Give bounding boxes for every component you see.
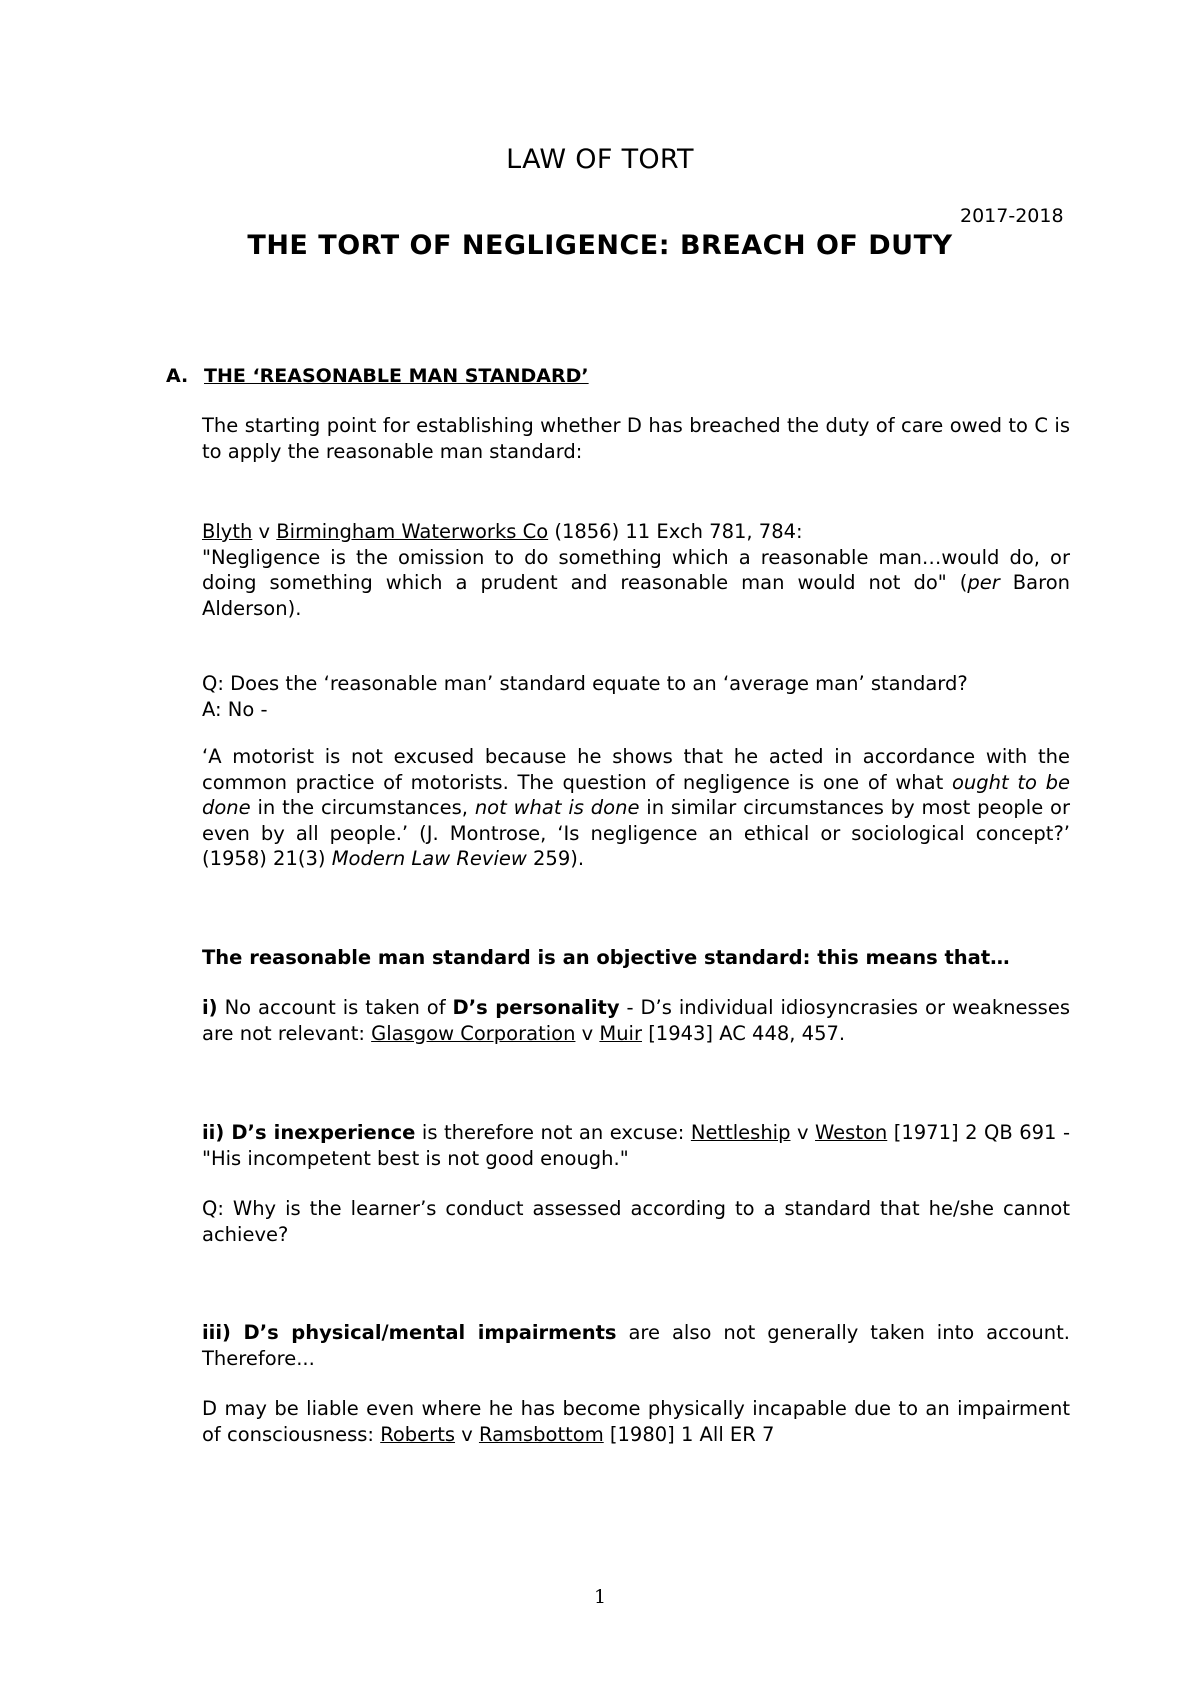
journal-title: Modern Law Review — [331, 847, 527, 871]
case-party: Ramsbottom — [478, 1422, 604, 1446]
case-party: Blyth — [202, 520, 253, 543]
document-title: LAW OF TORT — [506, 144, 694, 175]
page-number: 1 — [593, 1586, 607, 1608]
point-text: is therefore not an excuse: — [415, 1121, 691, 1144]
case-versus: v — [575, 1021, 600, 1045]
answer-1: A: No - — [202, 698, 268, 721]
section-a-heading — [166, 365, 589, 387]
case-citation: [1943] AC 448, 457. — [642, 1021, 846, 1045]
quote-text: in similar circumstances by most people or even by all people.’ (J. Montrose, ‘Is negligence an ethical or sociological concept?’ (1958) 21(3) — [202, 796, 1070, 871]
point-iii-paragraph — [202, 1320, 1070, 1371]
case-citation: (1856) 11 Exch 781, 784: — [548, 520, 803, 543]
quote-emphasis: ought to be done — [202, 770, 1070, 820]
point-text: - D’s individual idiosyncrasies or weaknesses are not relevant: — [202, 996, 1070, 1045]
point-ii-paragraph — [202, 1120, 1070, 1171]
question-1: Q: Does the ‘reasonable man’ standard equate to an ‘average man’ standard? — [202, 672, 968, 695]
case-party: Weston — [815, 1121, 888, 1144]
point-emphasis: D’s personality — [452, 996, 620, 1019]
point-label: ii) D’s inexperience — [202, 1121, 416, 1144]
point-i-paragraph — [202, 995, 1070, 1046]
case-party: Birmingham Waterworks Co — [276, 520, 549, 543]
case-party: Glasgow Corporation — [371, 1021, 576, 1045]
blyth-case-paragraph — [202, 519, 1070, 621]
quote-text: in the circumstances, — [250, 796, 475, 820]
quote-text: 259). — [526, 847, 585, 871]
case-party: Muir — [599, 1021, 642, 1045]
section-title: THE ‘REASONABLE MAN STANDARD’ — [204, 365, 589, 387]
case-citation: [1980] 1 All ER 7 — [603, 1422, 775, 1446]
point-label: i) — [202, 996, 218, 1019]
quote-text: ‘A motorist is not excused because he shows that he acted in accordance with the common practice of motorists. The question of negligence is one of what — [202, 745, 1070, 794]
intro-paragraph: The starting point for establishing whether D has breached the duty of care owed to C is to apply the reasonable man standard: — [202, 414, 1070, 463]
quote-emphasis: not what is done — [474, 796, 640, 820]
section-number: A. — [166, 365, 189, 387]
objective-standard-heading: The reasonable man standard is an objective standard: this means that… — [202, 946, 1010, 969]
case-party: Nettleship — [690, 1121, 791, 1144]
point-text: No account is taken of — [217, 996, 453, 1019]
question-2: Q: Why is the learner’s conduct assessed according to a standard that he/she cannot achieve? — [202, 1197, 1070, 1246]
montrose-quote-paragraph — [202, 744, 1070, 872]
blyth-quote: "Negligence is the omission to do something which a reasonable man…would do, or doing something which a prudent and reasonable man would not do" ( — [202, 545, 1070, 595]
case-versus: v — [252, 520, 277, 543]
academic-year: 2017-2018 — [960, 205, 1064, 227]
point-text: are also not generally taken into account. Therefore... — [202, 1321, 1070, 1370]
case-versus: v — [455, 1422, 479, 1446]
case-citation: [1971] 2 QB 691 - "His incompetent best is not good enough." — [202, 1121, 1070, 1170]
document-subtitle: THE TORT OF NEGLIGENCE: BREACH OF DUTY — [247, 230, 953, 261]
blyth-citation-line — [202, 519, 1070, 545]
point-label: iii) D’s physical/mental impairments — [202, 1321, 617, 1344]
per-term: per — [967, 571, 1000, 595]
case-versus: v — [790, 1121, 816, 1144]
point-text: D may be liable even where he has become physically incapable due to an impairment of consciousness: — [202, 1397, 1070, 1446]
blyth-quote-end: Baron Alderson). — [202, 571, 1070, 620]
roberts-paragraph — [202, 1396, 1070, 1447]
case-party: Roberts — [380, 1422, 456, 1446]
